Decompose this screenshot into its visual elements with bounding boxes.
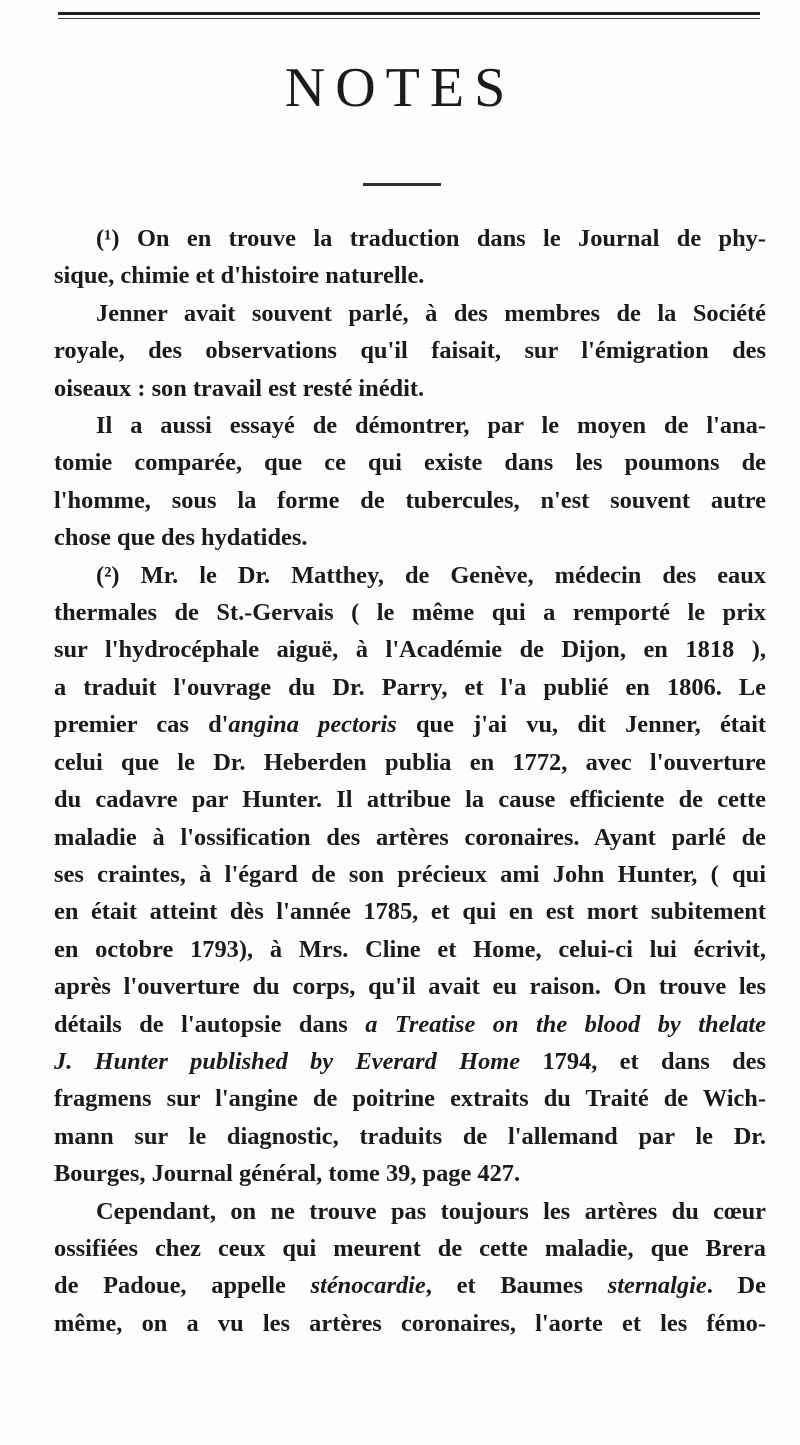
note-1-line: sique, chimie et d'histoire naturelle. xyxy=(54,262,425,290)
note-2-line: Bourges, Journal général, tome 39, page 427. xyxy=(54,1160,521,1188)
note-2-line: thermales de St.-Gervais ( le même qui a remporté le prix xyxy=(54,599,766,627)
note-1 xyxy=(54,220,766,557)
note-1-line: tomie comparée, que ce qui existe dans les poumons de xyxy=(54,449,766,477)
note-2-line: même, on a vu les artères coronaires, l'aorte et les fémo- xyxy=(54,1309,766,1337)
note-2-line: celui que le Dr. Heberden publia en 1772, avec l'ouverture xyxy=(54,748,766,776)
note-2-line: en octobre 1793), à Mrs. Cline et Home, celui-ci lui écrivit, xyxy=(54,935,766,963)
note-2-line: de Padoue, appelle sténocardie, et Baumes sternalgie. De xyxy=(54,1272,766,1300)
note-2-line: ses craintes, à l'égard de son précieux ami John Hunter, ( qui xyxy=(54,860,766,888)
note-2-line: (²) Mr. le Dr. Matthey, de Genève, médecin des eaux xyxy=(96,561,766,589)
top-rule-thin xyxy=(58,18,760,19)
note-2-line: maladie à l'ossification des artères coronaires. Ayant parlé de xyxy=(54,823,766,851)
note-1-line: l'homme, sous la forme de tubercules, n'est souvent autre xyxy=(54,486,766,514)
note-2-line: fragmens sur l'angine de poitrine extraits du Traité de Wich- xyxy=(54,1085,766,1113)
note-1-line: Jenner avait souvent parlé, à des membres de la Société xyxy=(96,299,766,327)
note-1-line: chose que des hydatides. xyxy=(54,524,308,552)
note-2-line: mann sur le diagnostic, traduits de l'allemand par le Dr. xyxy=(54,1122,766,1150)
note-2-marker: (²) xyxy=(96,561,120,589)
note-2-line: détails de l'autopsie dans a Treatise on the blood by thelate xyxy=(54,1010,766,1038)
note-2-line: a traduit l'ouvrage du Dr. Parry, et l'a publié en 1806. Le xyxy=(54,673,766,701)
note-1-line: (¹) On en trouve la traduction dans le Journal de phy- xyxy=(96,225,766,252)
note-1-line: oiseaux : son travail est resté inédit. xyxy=(54,374,425,402)
note-2-line: J. Hunter published by Everard Home 1794, et dans des xyxy=(54,1047,767,1075)
note-1-marker: (¹) xyxy=(96,225,120,252)
note-2-line: premier cas d'angina pectoris que j'ai vu, dit Jenner, était xyxy=(54,711,767,739)
page-title: NOTES xyxy=(284,57,516,119)
note-2 xyxy=(54,557,766,1343)
note-2-line: Cependant, on ne trouve pas toujours les artères du cœur xyxy=(96,1197,766,1225)
notes-body xyxy=(54,220,766,1342)
note-1-line: royale, des observations qu'il faisait, sur l'émigration des xyxy=(54,337,766,365)
title-divider xyxy=(363,183,441,186)
note-2-line: du cadavre par Hunter. Il attribue la cause efficiente de cette xyxy=(54,786,766,814)
note-2-line: ossifiées chez ceux qui meurent de cette maladie, que Brera xyxy=(54,1234,766,1262)
top-rule xyxy=(58,12,760,15)
note-2-line: en était atteint dès l'année 1785, et qui en est mort subitement xyxy=(54,898,766,926)
note-2-line: après l'ouverture du corps, qu'il avait eu raison. On trouve les xyxy=(54,973,766,1001)
note-2-line: sur l'hydrocéphale aiguë, à l'Académie de Dijon, en 1818 ), xyxy=(54,636,766,664)
note-1-line: Il a aussi essayé de démontrer, par le moyen de l'ana- xyxy=(96,412,766,440)
